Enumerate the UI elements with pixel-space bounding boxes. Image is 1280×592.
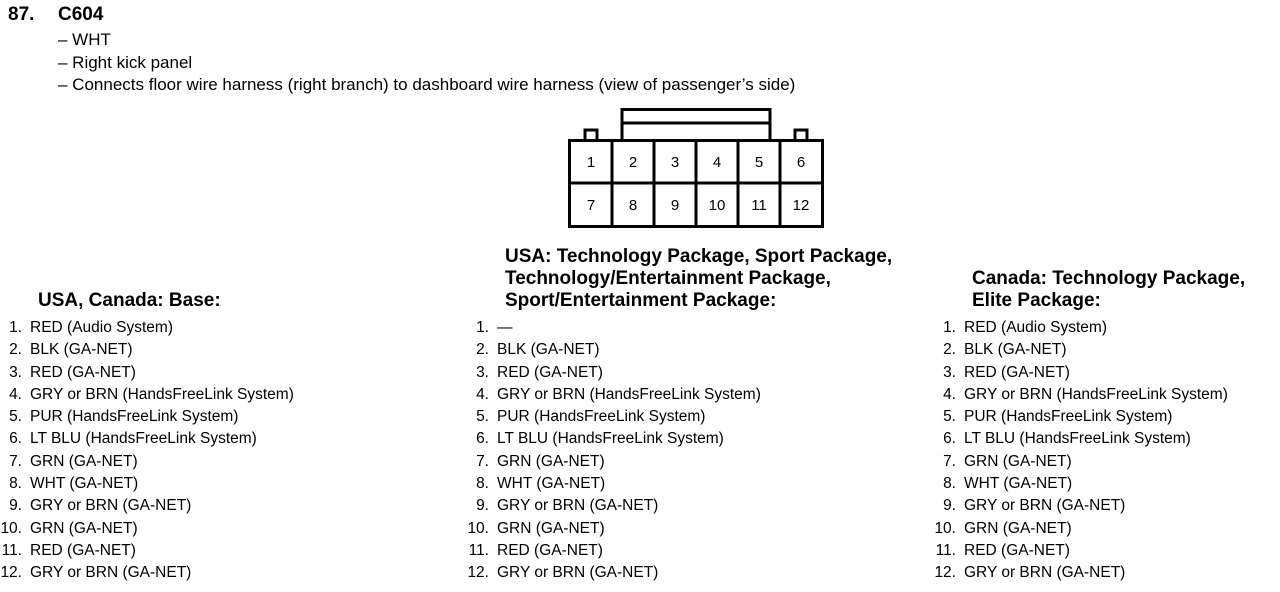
pin-row [0,339,294,361]
column-title-usa-packages [505,246,892,312]
pin-row [0,428,294,450]
pin-wire: RED (GA-NET) [964,541,1070,559]
pin-wire: GRN (GA-NET) [964,519,1072,537]
column-title-base [38,290,221,312]
pin-number: 8. [943,475,956,493]
pin-row [467,473,761,495]
pin-number: 12. [934,564,956,582]
pin-row [467,562,761,584]
pin-wire: GRY or BRN (GA-NET) [30,564,192,582]
pin-wire: BLK (GA-NET) [964,341,1067,359]
pin-number: 6. [9,430,22,448]
pin-wire: RED (GA-NET) [964,363,1070,381]
pin-number: 10. [934,519,956,537]
pin-wire: GRY or BRN (GA-NET) [30,497,192,515]
pin-number: 7. [9,452,22,470]
pin-row [934,362,1228,384]
pin-list-base [0,317,294,585]
connector-heading [8,4,103,26]
pin-row [934,339,1228,361]
pin-wire: GRN (GA-NET) [30,452,138,470]
pin-row [0,317,294,339]
pin-row [0,473,294,495]
connector-pin-label: 2 [628,154,638,171]
pin-wire: GRY or BRN (GA-NET) [497,497,659,515]
connector-pin-label: 9 [670,197,680,214]
pin-number: 8. [9,475,22,493]
connector-right-guide [795,130,807,141]
pin-number: 7. [476,452,489,470]
pin-row [0,540,294,562]
connector-pin-label: 11 [751,197,767,214]
pin-wire: PUR (HandsFreeLink System) [30,408,239,426]
pin-number: 11. [935,541,956,559]
connector-pin-label: 8 [628,197,638,214]
pin-row [934,518,1228,540]
detail-connection: – Connects floor wire harness (right branch) to dashboard wire harness (view of passenger’s side) [58,75,796,94]
pin-row [467,362,761,384]
pin-row [934,473,1228,495]
pin-wire: GRY or BRN (HandsFreeLink System) [497,385,761,403]
pin-row [934,562,1228,584]
pin-row [467,406,761,428]
pin-wire: BLK (GA-NET) [30,341,133,359]
pin-wire: RED (GA-NET) [497,363,603,381]
connector-pin-label: 10 [708,197,726,214]
pin-wire: GRY or BRN (GA-NET) [964,497,1126,515]
pin-wire: RED (GA-NET) [30,363,136,381]
column-title-line: Technology/Entertainment Package, [505,268,831,289]
pin-wire: GRY or BRN (GA-NET) [497,564,659,582]
pin-row [934,540,1228,562]
pin-wire: GRN (GA-NET) [30,519,138,537]
pin-number: 2. [943,341,956,359]
column-title-line: USA, Canada: Base: [38,290,221,311]
pin-row [467,384,761,406]
pin-row [0,384,294,406]
pin-list-usa-packages [467,317,761,585]
pin-number: 12. [0,564,22,582]
pin-row [934,317,1228,339]
connector-pin-label: 3 [670,154,680,171]
pin-wire: GRN (GA-NET) [497,452,605,470]
pin-row [934,495,1228,517]
pin-number: 4. [9,385,22,403]
connector-pin-label: 6 [796,154,806,171]
detail-color: – WHT [58,30,111,49]
pin-wire: GRY or BRN (HandsFreeLink System) [964,385,1228,403]
pin-number: 4. [476,385,489,403]
pin-number: 1. [943,319,956,336]
pin-wire: RED (GA-NET) [30,541,136,559]
pin-number: 11. [1,541,22,559]
pin-wire: BLK (GA-NET) [497,341,600,359]
pin-row [467,495,761,517]
pin-number: 7. [943,452,956,470]
connector-pin-label: 7 [586,197,596,214]
pin-wire: LT BLU (HandsFreeLink System) [964,430,1191,448]
pin-number: 3. [9,363,22,381]
pin-row [934,406,1228,428]
pin-number: 12. [467,564,489,582]
pin-row [467,317,761,339]
pin-wire: WHT (GA-NET) [30,475,139,493]
connector-pin-label: 4 [712,154,722,171]
pin-row [0,362,294,384]
column-title-line: USA: Technology Package, Sport Package, [505,246,893,267]
pin-wire: PUR (HandsFreeLink System) [964,408,1173,426]
pin-wire: PUR (HandsFreeLink System) [497,408,706,426]
pin-list-canada-packages [934,317,1228,585]
pin-number: 9. [9,497,22,515]
column-title-line: Canada: Technology Package, [972,268,1246,289]
pin-number: 10. [0,519,22,537]
pin-wire: GRY or BRN (GA-NET) [964,564,1126,582]
connector-lock-tab [622,110,770,141]
pin-number: 5. [476,408,489,426]
pin-row [0,562,294,584]
pin-number: 10. [467,519,489,537]
pin-row [467,428,761,450]
connector-left-guide [585,130,597,141]
pin-row [934,384,1228,406]
connector-code: C604 [58,4,104,25]
column-title-line: Elite Package: [972,290,1101,311]
pin-number: 9. [943,497,956,515]
pin-wire: WHT (GA-NET) [964,475,1073,493]
pin-number: 3. [943,363,956,381]
pin-wire: GRN (GA-NET) [497,519,605,537]
pin-wire: WHT (GA-NET) [497,475,606,493]
pin-number: 9. [476,497,489,515]
pin-wire: GRN (GA-NET) [964,452,1072,470]
connector-number: 87. [8,4,35,25]
pin-number: 1. [476,319,489,336]
pin-row [934,428,1228,450]
pin-wire: RED (Audio System) [30,319,173,336]
pin-wire: — [497,319,513,336]
pin-number: 2. [9,341,22,359]
connector-details [58,29,795,97]
pin-number: 5. [943,408,956,426]
pin-number: 11. [468,541,489,559]
pin-number: 8. [476,475,489,493]
pin-wire: LT BLU (HandsFreeLink System) [30,430,257,448]
pin-row [934,451,1228,473]
pin-number: 1. [9,319,22,336]
pin-row [467,518,761,540]
pin-wire: RED (Audio System) [964,319,1107,336]
pin-number: 6. [476,430,489,448]
pin-wire: LT BLU (HandsFreeLink System) [497,430,724,448]
pin-number: 2. [476,341,489,359]
pin-row [0,495,294,517]
pin-row [0,518,294,540]
detail-location: – Right kick panel [58,52,193,72]
pin-wire: RED (GA-NET) [497,541,603,559]
pin-row [467,540,761,562]
pin-row [0,406,294,428]
connector-pin-label: 5 [754,154,764,171]
pin-number: 5. [9,408,22,426]
column-title-line: Sport/Entertainment Package: [505,290,777,311]
pin-row [467,451,761,473]
pin-row [0,451,294,473]
pin-wire: GRY or BRN (HandsFreeLink System) [30,385,294,403]
pin-row [467,339,761,361]
connector-pin-label: 12 [792,197,810,214]
pin-number: 6. [943,430,956,448]
connector-pin-label: 1 [586,154,596,171]
pin-number: 3. [476,363,489,381]
pin-number: 4. [943,385,956,403]
column-title-canada-packages [972,268,1245,312]
connector-diagram [568,108,824,228]
